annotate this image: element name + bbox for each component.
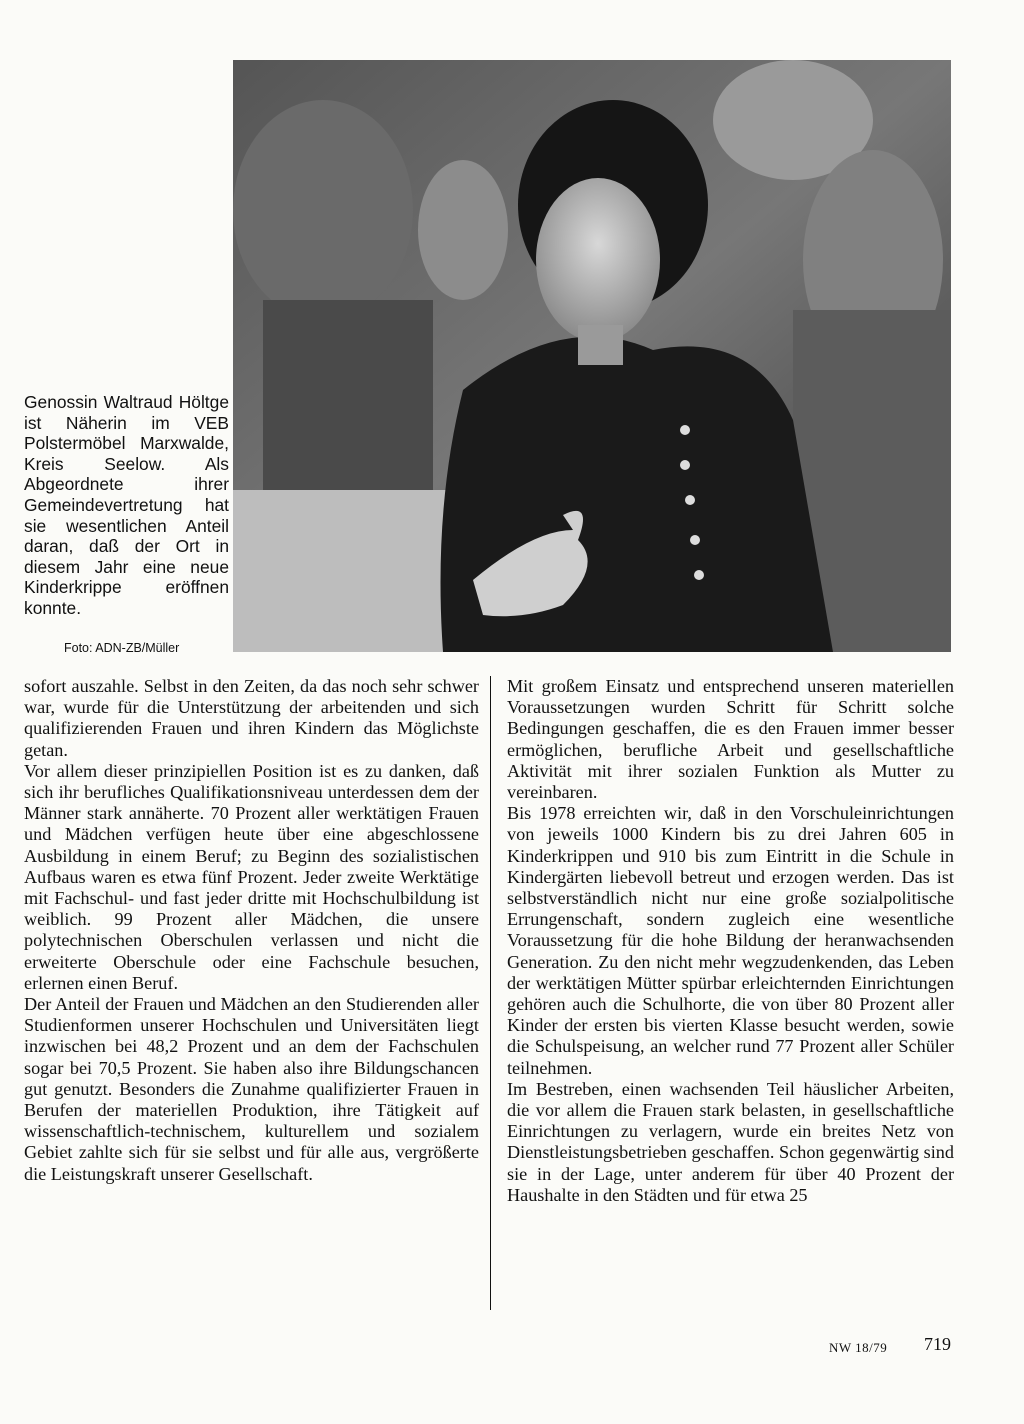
caption-text: Genossin Waltraud Höltge ist Näherin im VEB Polstermöbel Marxwalde, Kreis Seelow. Als Abgeordnete ihrer Gemeindevertretung hat sie wesentlichen Anteil daran, daß der Ort in diesem Jahr eine neue Kinderkrippe eröffnen konnte. bbox=[24, 392, 229, 618]
left-paragraph-2: Vor allem dieser prinzipiellen Position ist es zu danken, daß sich ihr berufliches Qualifikationsniveau unterdessen dem der Männer stark annäherte. 70 Prozent aller werktätigen Frauen und Mädchen verfügen heute über eine abgeschlossene Ausbildung in einem Beruf; zu Beginn des sozialistischen Aufbaus waren es etwa fünf Prozent. Jeder zweite Werktätige mit Fachschul- und fast jeder dritte mit Hochschulbildung ist weiblich. 99 Prozent aller Mädchen, die unsere polytechnischen Oberschulen verlassen und nicht die erweiterte Oberschule oder eine Fachschule besuchen, erlernen einen Beruf. bbox=[24, 760, 479, 993]
right-paragraph-1: Mit großem Einsatz und entsprechend unseren materiellen Voraussetzungen wurden Schritt für Schritt solche Bedingungen geschaffen, die es den Frauen immer besser ermöglichen, berufliche Arbeit und gesellschaftliche Aktivität mit ihrer sozialen Funktion als Mutter zu vereinbaren. bbox=[507, 676, 954, 803]
right-paragraph-2: Bis 1978 erreichten wir, daß in den Vorschuleinrichtungen von jeweils 1000 Kindern bis zu drei Jahren 605 in Kinderkrippen und 910 bis zum Eintritt in die Schule in Kindergärten liebevoll betreut und erzogen werden. Das ist selbstverständlich nicht nur eine große sozialpolitische Errungenschaft, sondern zugleich eine wesentliche Voraussetzung für die hohe Bildung der heranwachsenden Generation. Zu den nicht mehr wegzudenkenden, das Leben der werktätigen Mütter spürbar erleichternden Einrichtungen gehören auch die Schulhorte, die von über 80 Prozent aller Kinder der ersten bis vierten Klasse besucht werden, sowie die Schulspeisung, an welcher rund 77 Prozent aller Schüler teilnehmen. bbox=[507, 803, 954, 1078]
column-divider bbox=[490, 676, 491, 1310]
photo-credit: Foto: ADN-ZB/Müller bbox=[64, 641, 180, 655]
portrait-photo bbox=[233, 60, 951, 652]
right-column bbox=[507, 676, 954, 1206]
left-column bbox=[24, 676, 479, 1185]
page-number: 719 bbox=[924, 1334, 951, 1354]
left-paragraph-1: sofort auszahle. Selbst in den Zeiten, da das noch sehr schwer war, wurde für die Unterstützung der arbeitenden und sich qualifizierenden Frauen und ihren Kindern das Möglichste getan. bbox=[24, 676, 479, 760]
issue-label: NW 18/79 bbox=[829, 1340, 888, 1355]
photo-image bbox=[233, 60, 951, 652]
right-paragraph-3: Im Bestreben, einen wachsenden Teil häuslicher Arbeiten, die vor allem die Frauen stark belasten, in gesellschaftliche Einrichtungen zu verlagern, wurde ein breites Netz von Dienstleistungsbetrieben geschaffen. Schon gegenwärtig sind sie in der Lage, unter anderem für über 40 Prozent der Haushalte in den Städten und für etwa 25 bbox=[507, 1078, 954, 1205]
left-paragraph-3: Der Anteil der Frauen und Mädchen an den Studierenden aller Studienformen unserer Hochschulen und Universitäten liegt inzwischen bei 48,2 Prozent und an dem der Fachschulen sogar bei 70,5 Prozent. Sie haben also ihre Bildungschancen gut genutzt. Besonders die Zunahme qualifizierter Frauen in Berufen der materiellen Produktion, ihre Tätigkeit auf wissenschaftlich-technischem, kulturellem und sozialem Gebiet zahlte sich für sie selbst und für alle aus, vergrößerte die Leistungskraft unserer Gesellschaft. bbox=[24, 994, 479, 1184]
photo-caption bbox=[24, 392, 229, 619]
